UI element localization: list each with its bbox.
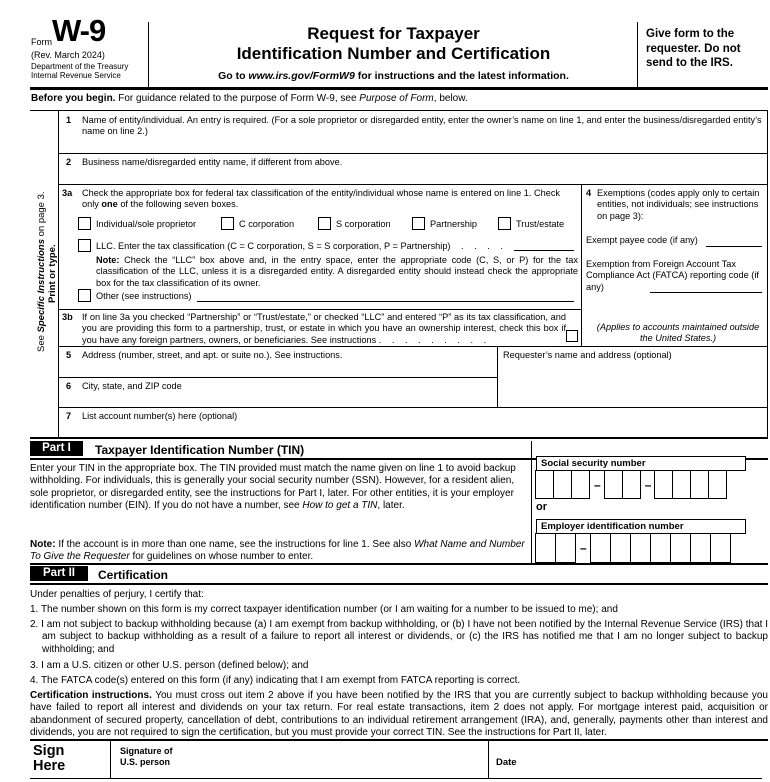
ssn-digit-box[interactable] xyxy=(708,470,727,499)
part1-para-pre: Enter your TIN in the appropriate box. The TIN provided must match the name given on line 1 to avoid backup withholding. For individuals, this is generally your social security number (SSN). However, for a resident alien, sole proprietor, or disregarded entity, see the instructions for Part I, later. For other entities, it is your employer identification number (EIN). If you do not have a number, see xyxy=(30,463,516,512)
here-word: Here xyxy=(33,758,66,774)
see-post: on page 3. xyxy=(36,191,47,240)
tin-column-rule xyxy=(531,441,532,563)
line3b-number: 3b xyxy=(62,312,73,322)
row1-top-rule xyxy=(30,110,768,111)
line1-label: Name of entity/individual. An entry is required. (For a sole proprietor or disregarded entity, enter the owner’s name on line 1, and enter the business/disregarded entity’s name on line 2.) xyxy=(82,115,762,137)
item3-number: 3. xyxy=(30,660,39,671)
ein-label-box: Employer identification number xyxy=(536,519,746,534)
ein-digit-box[interactable] xyxy=(650,533,671,563)
item1-text: The number shown on this form is my correct taxpayer identification number (or I am waiting for a number to be issued to me); and xyxy=(40,604,618,615)
sign-area-top-rule xyxy=(30,739,768,741)
sign-area-bottom-rule xyxy=(30,778,762,779)
give-form-line2: requester. Do not xyxy=(646,42,741,55)
item2-text: I am not subject to backup withholding because (a) I am exempt from backup withholding, or (b) I have not been notified by the Internal Revenue Service (IRS) that I am subject to backup withholding as a result of a failure to report all interest or dividends, or (c) the IRS has notified me that I am no longer subject to backup withholding; and xyxy=(41,619,768,655)
print-or-type-margin-label: Print or type. xyxy=(47,244,58,303)
checkbox-llc[interactable] xyxy=(78,239,91,252)
fatca-code-input[interactable] xyxy=(650,280,762,293)
ein-boxes xyxy=(536,533,731,563)
part2-title: Certification xyxy=(98,568,169,582)
part1-para-post: , later. xyxy=(377,500,405,512)
part1-badge: Part I xyxy=(30,441,83,456)
item4-number: 4. xyxy=(30,675,39,686)
checkbox-individual-sole-proprietor[interactable] xyxy=(78,217,91,230)
line5-number: 5 xyxy=(66,350,72,360)
checkbox-foreign-partners[interactable] xyxy=(566,330,578,342)
part1-note xyxy=(30,539,532,564)
certify-intro: Under penalties of perjury, I certify that: xyxy=(30,589,204,600)
give-form-line3: send to the IRS. xyxy=(646,57,733,69)
before-you-begin xyxy=(31,93,761,105)
line7-number: 7 xyxy=(66,411,72,421)
cert-instructions-bold: Certification instructions. xyxy=(30,690,152,701)
city-state-zip-input[interactable] xyxy=(60,392,495,406)
line1-number: 1 xyxy=(66,115,72,125)
option-s-corp-label: S corporation xyxy=(336,219,391,229)
part1-note-italic: What Name and Number To Give the Requester xyxy=(30,539,525,563)
option-partnership-label: Partnership xyxy=(430,219,477,229)
llc-label: LLC. Enter the tax classification (C = C corporation, S = S corporation, P = Partnership) xyxy=(96,241,451,251)
line3b-label xyxy=(82,312,566,346)
ssn-digit-box[interactable] xyxy=(571,470,590,499)
llc-tax-code-input[interactable] xyxy=(514,238,574,251)
form-title-line2: Identification Number and Certification xyxy=(236,44,551,63)
part2-badge: Part II xyxy=(30,566,88,581)
line3a-post: of the following seven boxes. xyxy=(117,199,239,210)
line3b-text: If on line 3a you checked “Partnership” or “Trust/estate,” or checked “LLC” and entered “P” as its tax classification, and you are providing this form to a partnership, trust, or estate in which you have an ownership interest, check this box if you have any foreign partners, owners, or beneficiaries. See instructions xyxy=(82,312,566,345)
form-number: W-9 xyxy=(52,13,106,48)
main-box-left-border xyxy=(58,110,59,437)
give-form-notice xyxy=(646,27,766,71)
line6-label: City, state, and ZIP code xyxy=(82,381,182,391)
business-name-input[interactable] xyxy=(60,168,764,183)
ssn-dash: – xyxy=(644,477,652,492)
llc-note-bold: Note: xyxy=(96,255,120,265)
header-divider-left xyxy=(148,22,149,87)
line3a-bold: one xyxy=(101,199,118,210)
irs-label: Internal Revenue Service xyxy=(31,71,121,80)
ssn-dash: – xyxy=(594,477,601,492)
checkbox-partnership[interactable] xyxy=(412,217,425,230)
signature-input[interactable] xyxy=(200,744,485,776)
dept-treasury-label: Department of the Treasury xyxy=(31,62,129,71)
item3-text: I am a U.S. citizen or other U.S. person (defined below); and xyxy=(41,660,309,671)
row5-row6-divider xyxy=(58,377,497,378)
exempt-payee-label: Exempt payee code (if any) xyxy=(586,235,698,245)
header-divider-right xyxy=(637,22,638,87)
or-label: or xyxy=(536,501,547,513)
certify-item-4 xyxy=(30,675,768,687)
before-italic: Purpose of Form xyxy=(359,93,434,104)
ein-digit-box[interactable] xyxy=(630,533,651,563)
checkbox-s-corporation[interactable] xyxy=(318,217,331,230)
subtitle-post: for instructions and the latest information. xyxy=(354,70,569,82)
line3a-label xyxy=(82,188,574,211)
row3a-row3b-divider xyxy=(58,309,581,310)
fatca-label: Exemption from Foreign Account Tax Compliance Act (FATCA) reporting code (if any) xyxy=(586,259,759,292)
llc-note xyxy=(96,255,578,289)
option-trust-estate-label: Trust/estate xyxy=(516,219,565,229)
certify-item-2 xyxy=(30,619,768,656)
line2-number: 2 xyxy=(66,157,72,167)
line3b-dot-leader: . . . . . . . . . xyxy=(378,334,491,345)
sign-word: Sign xyxy=(33,743,65,759)
name-input[interactable] xyxy=(60,128,764,152)
irs-url: www.irs.gov/FormW9 xyxy=(248,70,355,82)
account-numbers-input[interactable] xyxy=(60,422,764,435)
signature-label-line1: Signature of xyxy=(120,746,173,756)
applies-note: (Applies to accounts maintained outside the United States.) xyxy=(596,322,760,344)
see-italic: Specific Instructions xyxy=(36,239,47,333)
date-input[interactable] xyxy=(530,744,766,776)
ein-digit-box[interactable] xyxy=(610,533,631,563)
checkbox-trust-estate[interactable] xyxy=(498,217,511,230)
form-title-line1: Request for Taxpayer xyxy=(307,24,480,43)
ssn-digit-box[interactable] xyxy=(535,470,554,499)
give-form-line1: Give form to the xyxy=(646,28,735,40)
form-word-label: Form xyxy=(31,37,52,47)
line4-label: Exemptions (codes apply only to certain entities, not individuals; see instructions on page 3): xyxy=(597,188,760,221)
date-label: Date xyxy=(496,757,517,768)
requester-name-address-input[interactable] xyxy=(499,362,765,406)
part2-header-rule xyxy=(30,583,768,585)
ein-digit-box[interactable] xyxy=(710,533,731,563)
form-revision: (Rev. March 2024) xyxy=(31,50,105,60)
before-text1: For guidance related to the purpose of Form W-9, see xyxy=(115,93,360,104)
llc-note-text: Check the “LLC” box above and, in the entry space, enter the appropriate code (C, S, or P) for the tax classification of the LLC, unless it is a disregarded entity. A disregarded entity should instead check the appropriate box for the tax classification of its owner. xyxy=(96,255,578,288)
line4-number: 4 xyxy=(586,188,592,198)
line5-label: Address (number, street, and apt. or suite no.). See instructions. xyxy=(82,350,343,360)
exemptions-column-divider xyxy=(581,184,582,346)
ein-digit-box[interactable] xyxy=(535,533,556,563)
part1-top-rule xyxy=(30,437,768,439)
requester-column-divider xyxy=(497,346,498,407)
header-bottom-rule xyxy=(30,87,768,90)
line2-label: Business name/disregarded entity name, if different from above. xyxy=(82,157,343,167)
ein-dash: – xyxy=(580,541,587,555)
ssn-digit-box[interactable] xyxy=(553,470,572,499)
ssn-label-box: Social security number xyxy=(536,456,746,471)
certify-item-3 xyxy=(30,660,768,672)
subtitle-pre: Go to xyxy=(218,70,249,82)
line3a-pre: Check the appropriate box for federal tax classification of the entity/individual whose name is entered on line 1. Check only xyxy=(82,188,561,210)
ssn-digit-box[interactable] xyxy=(604,470,623,499)
date-divider xyxy=(488,741,489,778)
item2-number: 2. xyxy=(30,619,39,630)
row6-row7-divider xyxy=(58,407,768,408)
part1-para-italic: How to get a TIN xyxy=(302,500,378,512)
part1-paragraph xyxy=(30,463,532,513)
address-input[interactable] xyxy=(60,362,495,376)
main-box-right-border xyxy=(767,110,768,437)
part2-top-rule xyxy=(30,563,768,565)
sign-divider xyxy=(110,741,111,778)
see-pre: See xyxy=(36,332,47,352)
other-label: Other (see instructions) xyxy=(96,291,192,301)
ssn-digit-box[interactable] xyxy=(690,470,709,499)
other-description-input[interactable] xyxy=(197,289,574,302)
ssn-digit-box[interactable] xyxy=(672,470,691,499)
item4-text: The FATCA code(s) entered on this form (if any) indicating that I am exempt from FATCA reporting is correct. xyxy=(40,675,521,686)
certify-item-1 xyxy=(30,604,768,616)
line6-number: 6 xyxy=(66,381,72,391)
item1-number: 1. xyxy=(30,604,39,615)
checkbox-other[interactable] xyxy=(78,289,91,302)
part1-note-pre: If the account is in more than one name, see the instructions for line 1. See also xyxy=(55,539,415,550)
form-subtitle xyxy=(150,70,637,82)
row3b-row5-divider xyxy=(58,346,768,347)
ssn-digit-box[interactable] xyxy=(654,470,673,499)
row1-row2-divider xyxy=(58,153,768,154)
checkbox-c-corporation[interactable] xyxy=(221,217,234,230)
part1-note-bold: Note: xyxy=(30,539,56,550)
signature-label-line2: U.S. person xyxy=(120,757,171,767)
row2-row3-divider xyxy=(58,184,768,185)
ssn-boxes xyxy=(536,470,727,499)
llc-dot-leader: . . . . xyxy=(461,241,507,251)
option-individual-label: Individual/sole proprietor xyxy=(96,219,197,229)
ein-digit-box[interactable] xyxy=(670,533,691,563)
ein-digit-box[interactable] xyxy=(555,533,576,563)
ein-digit-box[interactable] xyxy=(690,533,711,563)
part1-note-post: for guidelines on whose number to enter. xyxy=(129,551,314,563)
exempt-payee-code-input[interactable] xyxy=(706,234,762,247)
cert-instructions-text: You must cross out item 2 above if you have been notified by the IRS that you are currently subject to backup withholding because you have failed to report all interest and dividends on your tax return. For real estate transactions, item 2 does not apply. For mortgage interest paid, acquisition or abandonment of secured property, cancellation of debt, contributions to an individual retirement arrangement (IRA), and, generally, payments other than interest and dividends, you are not required to sign the certification, but you must provide your correct TIN. See the instructions for Part II, later. xyxy=(30,690,768,739)
option-c-corp-label: C corporation xyxy=(239,219,295,229)
certification-instructions xyxy=(30,690,768,740)
requester-label: Requester’s name and address (optional) xyxy=(503,350,672,360)
line3a-number: 3a xyxy=(62,188,73,198)
see-instructions-margin-label xyxy=(36,191,47,352)
ein-digit-box[interactable] xyxy=(590,533,611,563)
part1-title: Taxpayer Identification Number (TIN) xyxy=(95,443,305,457)
ssn-digit-box[interactable] xyxy=(622,470,641,499)
before-text2: , below. xyxy=(433,93,468,104)
line7-label: List account number(s) here (optional) xyxy=(82,411,238,421)
before-bold: Before you begin. xyxy=(31,93,116,104)
